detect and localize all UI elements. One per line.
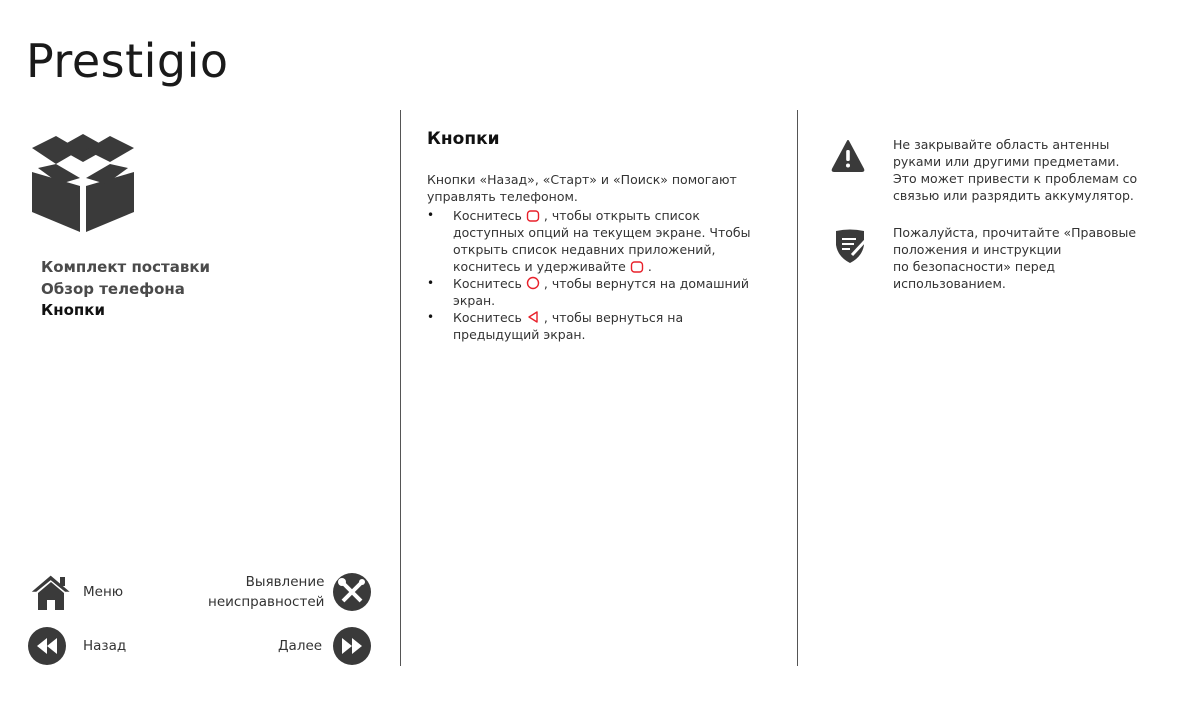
buttons-list xyxy=(427,207,777,343)
menu-key-icon xyxy=(526,210,540,222)
troubleshooting-nav-button[interactable] xyxy=(208,572,372,612)
troubleshoot-label-line2: неисправностей xyxy=(208,594,325,610)
back-nav-button[interactable] xyxy=(27,626,126,666)
toc-item-package-contents[interactable]: Комплект поставки xyxy=(41,258,211,276)
legal-note-icon xyxy=(832,227,868,265)
menu-nav-button[interactable] xyxy=(27,572,123,612)
home-icon xyxy=(27,572,73,612)
rewind-icon xyxy=(27,626,67,666)
menu-label: Меню xyxy=(83,584,124,600)
back-key-icon xyxy=(526,310,540,324)
section-heading: Кнопки xyxy=(427,129,500,149)
column-divider-left xyxy=(400,110,401,666)
legal-safety-note: Пожалуйста, прочитайте «Правовые положения и инструкции по безопасности» перед использованием. xyxy=(893,225,1137,291)
next-label: Далее xyxy=(278,638,323,654)
toc-item-buttons[interactable]: Кнопки xyxy=(41,301,105,319)
list-item: • Коснитесь , чтобы открыть список доступных опций на текущем экране. Чтобы открыть список недавних приложений, коснитесь и удерживайте . xyxy=(427,208,751,274)
home-key-icon xyxy=(526,276,540,290)
toc-item-phone-overview[interactable]: Обзор телефона xyxy=(41,279,185,298)
next-nav-button[interactable] xyxy=(278,626,372,666)
prestigio-logo: Prestigio xyxy=(26,34,229,88)
antenna-warning-note: Не закрывайте область антенны руками или другими предметами. Это может привести к проблемам со связью или разрядить аккумулятор. xyxy=(893,137,1138,203)
intro-line-2: управлять телефоном. xyxy=(427,189,578,204)
list-item: • Коснитесь , чтобы вернутся на домашний экран. xyxy=(427,276,749,308)
troubleshoot-label-line1: Выявление xyxy=(245,574,325,590)
menu-key-icon xyxy=(630,261,644,273)
list-item: • Коснитесь , чтобы вернуться на предыдущий экран. xyxy=(427,310,684,342)
buttons-section xyxy=(427,129,777,343)
package-box-icon xyxy=(28,128,138,234)
intro-line-1: Кнопки «Назад», «Старт» и «Поиск» помогают xyxy=(427,172,737,187)
fast-forward-icon xyxy=(332,626,372,666)
table-of-contents xyxy=(41,257,210,322)
column-divider-right xyxy=(797,110,798,666)
warning-icon xyxy=(831,139,865,173)
tools-icon xyxy=(332,572,372,612)
back-label: Назад xyxy=(83,638,127,654)
